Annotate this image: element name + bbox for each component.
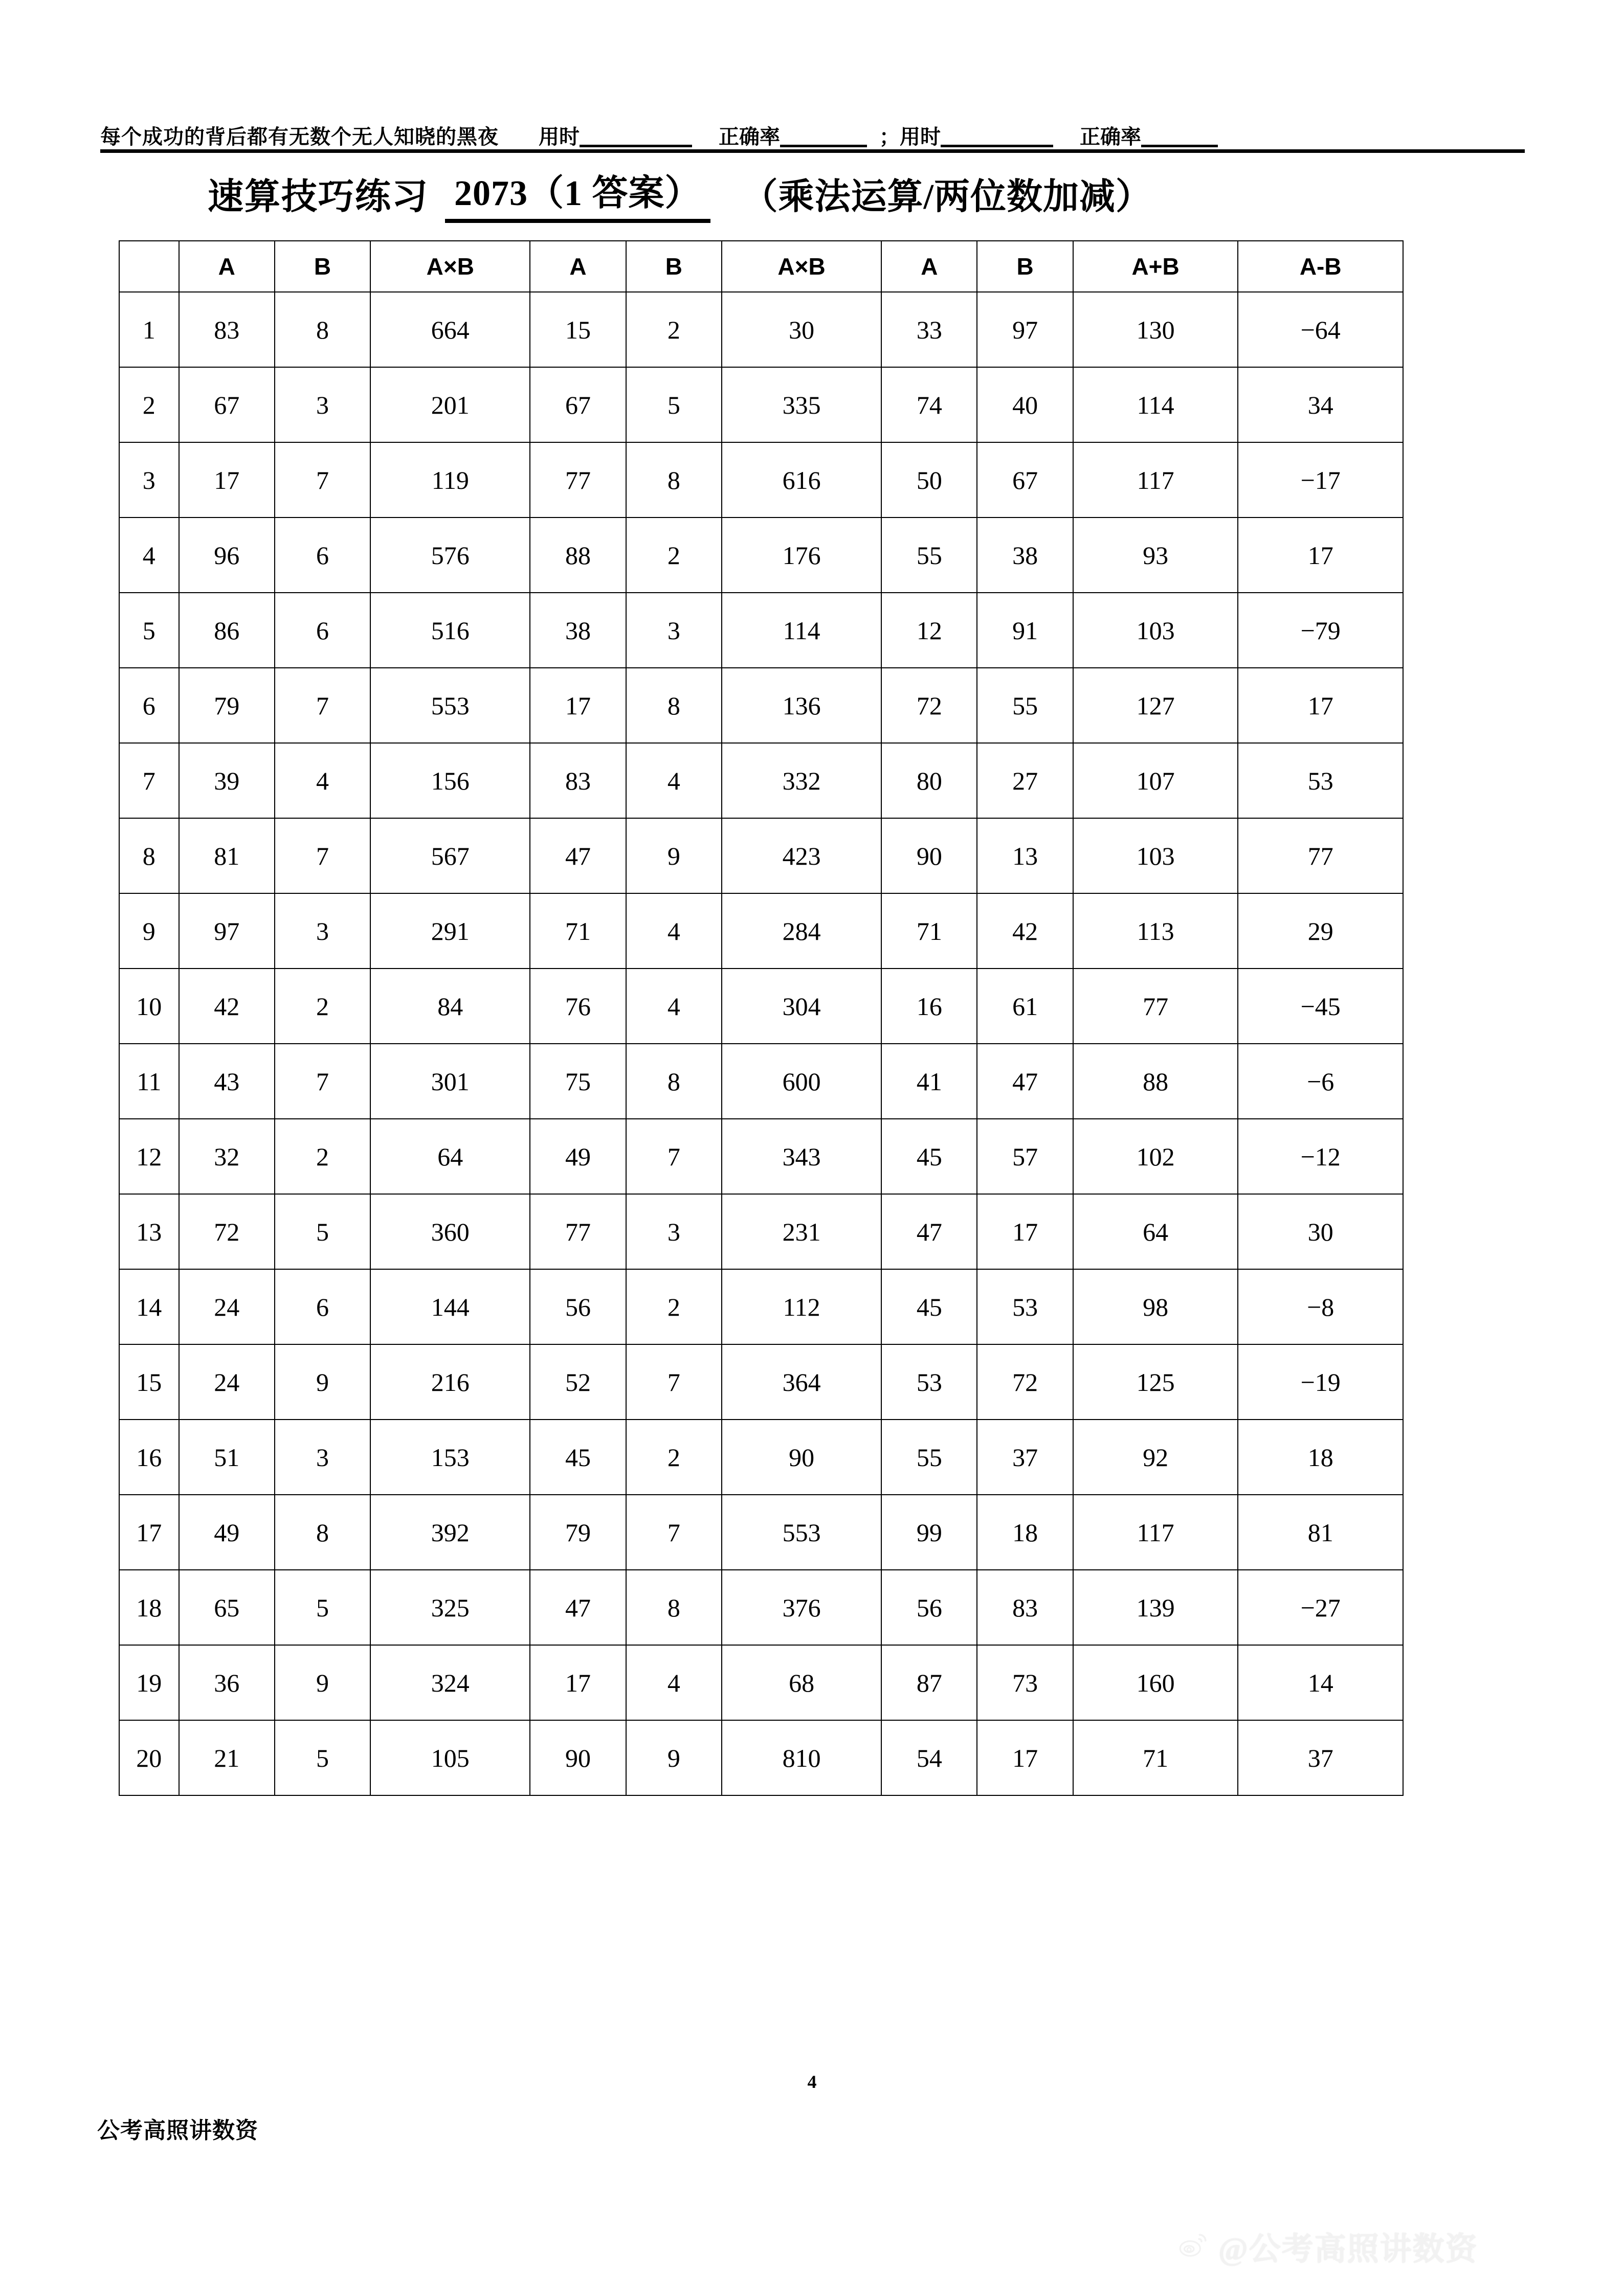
cell-b-2: 8 — [626, 1570, 722, 1645]
cell-product-1: 144 — [370, 1269, 530, 1344]
cell-sum: 114 — [1073, 367, 1238, 442]
cell-a-1: 65 — [179, 1570, 275, 1645]
cell-sum: 77 — [1073, 969, 1238, 1044]
cell-difference: −19 — [1238, 1344, 1403, 1420]
cell-product-2: 616 — [722, 442, 881, 517]
header-axb-2: A×B — [722, 241, 881, 292]
row-index: 18 — [119, 1570, 179, 1645]
cell-product-1: 84 — [370, 969, 530, 1044]
header-b-3: B — [977, 241, 1073, 292]
cell-b-1: 6 — [275, 517, 370, 593]
row-index: 19 — [119, 1645, 179, 1720]
cell-a-1: 96 — [179, 517, 275, 593]
page-number: 4 — [807, 2072, 817, 2092]
row-index: 16 — [119, 1420, 179, 1495]
cell-a-1: 81 — [179, 818, 275, 893]
page-title — [100, 163, 1532, 224]
cell-b-3: 67 — [977, 442, 1073, 517]
cell-product-2: 30 — [722, 292, 881, 367]
cell-a-1: 72 — [179, 1194, 275, 1269]
cell-difference: 14 — [1238, 1645, 1403, 1720]
cell-sum: 130 — [1073, 292, 1238, 367]
cell-product-1: 567 — [370, 818, 530, 893]
cell-sum: 125 — [1073, 1344, 1238, 1420]
cell-b-3: 55 — [977, 668, 1073, 743]
cell-a-3: 56 — [881, 1570, 977, 1645]
cell-difference: 34 — [1238, 367, 1403, 442]
cell-product-2: 600 — [722, 1044, 881, 1119]
cell-sum: 93 — [1073, 517, 1238, 593]
cell-b-2: 8 — [626, 1044, 722, 1119]
cell-product-1: 301 — [370, 1044, 530, 1119]
header-a-plus-b: A+B — [1073, 241, 1238, 292]
header-b-2: B — [626, 241, 722, 292]
cell-product-1: 392 — [370, 1495, 530, 1570]
cell-b-3: 17 — [977, 1720, 1073, 1795]
cell-product-2: 343 — [722, 1119, 881, 1194]
cell-a-3: 54 — [881, 1720, 977, 1795]
watermark — [1176, 2223, 1478, 2269]
cell-b-1: 4 — [275, 743, 370, 818]
header-index — [119, 241, 179, 292]
cell-a-3: 90 — [881, 818, 977, 893]
cell-a-2: 83 — [530, 743, 626, 818]
cell-product-2: 176 — [722, 517, 881, 593]
header-separator: ； — [879, 125, 900, 148]
cell-a-3: 55 — [881, 1420, 977, 1495]
table-row — [119, 1570, 1403, 1645]
cell-b-3: 38 — [977, 517, 1073, 593]
cell-product-2: 364 — [722, 1344, 881, 1420]
cell-difference: 17 — [1238, 517, 1403, 593]
cell-product-1: 576 — [370, 517, 530, 593]
cell-product-1: 153 — [370, 1420, 530, 1495]
cell-a-3: 47 — [881, 1194, 977, 1269]
cell-b-3: 72 — [977, 1344, 1073, 1420]
cell-b-2: 7 — [626, 1344, 722, 1420]
cell-product-2: 114 — [722, 593, 881, 668]
row-index: 7 — [119, 743, 179, 818]
cell-a-2: 67 — [530, 367, 626, 442]
cell-product-1: 201 — [370, 367, 530, 442]
cell-b-2: 5 — [626, 367, 722, 442]
cell-a-1: 32 — [179, 1119, 275, 1194]
time-blank-1[interactable] — [580, 127, 692, 147]
cell-b-1: 5 — [275, 1720, 370, 1795]
cell-a-2: 47 — [530, 1570, 626, 1645]
footer-brand: 公考高照讲数资 — [97, 2118, 258, 2143]
cell-a-2: 79 — [530, 1495, 626, 1570]
cell-difference: −17 — [1238, 442, 1403, 517]
cell-b-1: 8 — [275, 1495, 370, 1570]
accuracy-blank-2[interactable] — [1141, 127, 1218, 147]
cell-b-2: 4 — [626, 1645, 722, 1720]
header-divider-rule — [100, 149, 1525, 153]
cell-product-1: 119 — [370, 442, 530, 517]
cell-b-2: 3 — [626, 593, 722, 668]
cell-sum: 98 — [1073, 1269, 1238, 1344]
title-code-text: 2073（1 答案） — [445, 164, 710, 223]
cell-product-1: 156 — [370, 743, 530, 818]
cell-b-1: 6 — [275, 1269, 370, 1344]
cell-a-3: 16 — [881, 969, 977, 1044]
cell-product-2: 335 — [722, 367, 881, 442]
row-index: 8 — [119, 818, 179, 893]
cell-a-1: 36 — [179, 1645, 275, 1720]
page-header — [100, 108, 1532, 147]
cell-sum: 107 — [1073, 743, 1238, 818]
table-row — [119, 1344, 1403, 1420]
cell-a-1: 51 — [179, 1420, 275, 1495]
cell-b-3: 18 — [977, 1495, 1073, 1570]
header-a-minus-b: A-B — [1238, 241, 1403, 292]
cell-a-3: 45 — [881, 1119, 977, 1194]
cell-sum: 117 — [1073, 442, 1238, 517]
cell-difference: −12 — [1238, 1119, 1403, 1194]
cell-difference: −8 — [1238, 1269, 1403, 1344]
cell-difference: 30 — [1238, 1194, 1403, 1269]
cell-difference: 18 — [1238, 1420, 1403, 1495]
cell-difference: −6 — [1238, 1044, 1403, 1119]
row-index: 5 — [119, 593, 179, 668]
table-row — [119, 517, 1403, 593]
cell-product-1: 664 — [370, 292, 530, 367]
cell-b-3: 73 — [977, 1645, 1073, 1720]
cell-product-2: 304 — [722, 969, 881, 1044]
cell-b-3: 27 — [977, 743, 1073, 818]
cell-b-1: 6 — [275, 593, 370, 668]
cell-b-1: 5 — [275, 1194, 370, 1269]
row-index: 4 — [119, 517, 179, 593]
table-row — [119, 292, 1403, 367]
cell-b-1: 2 — [275, 1119, 370, 1194]
table-row — [119, 1194, 1403, 1269]
cell-b-2: 2 — [626, 1269, 722, 1344]
cell-b-2: 4 — [626, 743, 722, 818]
cell-b-2: 9 — [626, 1720, 722, 1795]
cell-sum: 117 — [1073, 1495, 1238, 1570]
cell-a-2: 88 — [530, 517, 626, 593]
cell-b-3: 57 — [977, 1119, 1073, 1194]
cell-a-3: 72 — [881, 668, 977, 743]
row-index: 2 — [119, 367, 179, 442]
table-row — [119, 1720, 1403, 1795]
cell-product-2: 553 — [722, 1495, 881, 1570]
cell-product-1: 553 — [370, 668, 530, 743]
cell-product-1: 360 — [370, 1194, 530, 1269]
practice-table-container — [119, 240, 1404, 1796]
cell-a-1: 49 — [179, 1495, 275, 1570]
header-axb-1: A×B — [370, 241, 530, 292]
cell-a-3: 45 — [881, 1269, 977, 1344]
cell-product-2: 90 — [722, 1420, 881, 1495]
cell-product-2: 68 — [722, 1645, 881, 1720]
cell-difference: −45 — [1238, 969, 1403, 1044]
table-row — [119, 1495, 1403, 1570]
cell-b-3: 53 — [977, 1269, 1073, 1344]
cell-product-2: 376 — [722, 1570, 881, 1645]
cell-sum: 102 — [1073, 1119, 1238, 1194]
cell-product-2: 810 — [722, 1720, 881, 1795]
cell-b-2: 2 — [626, 1420, 722, 1495]
table-row — [119, 893, 1403, 969]
cell-a-3: 55 — [881, 517, 977, 593]
cell-sum: 71 — [1073, 1720, 1238, 1795]
accuracy-label-2: 正确率 — [1080, 125, 1141, 148]
cell-sum: 103 — [1073, 818, 1238, 893]
cell-b-2: 9 — [626, 818, 722, 893]
cell-b-3: 83 — [977, 1570, 1073, 1645]
row-index: 11 — [119, 1044, 179, 1119]
cell-b-3: 91 — [977, 593, 1073, 668]
header-a-2: A — [530, 241, 626, 292]
cell-a-2: 45 — [530, 1420, 626, 1495]
row-index: 14 — [119, 1269, 179, 1344]
cell-a-1: 39 — [179, 743, 275, 818]
cell-a-3: 33 — [881, 292, 977, 367]
cell-b-3: 37 — [977, 1420, 1073, 1495]
cell-a-3: 71 — [881, 893, 977, 969]
cell-a-1: 83 — [179, 292, 275, 367]
row-index: 9 — [119, 893, 179, 969]
cell-b-1: 9 — [275, 1344, 370, 1420]
table-row — [119, 818, 1403, 893]
row-index: 20 — [119, 1720, 179, 1795]
cell-b-1: 3 — [275, 367, 370, 442]
title-main-text: 速算技巧练习 — [208, 177, 429, 217]
cell-product-1: 324 — [370, 1645, 530, 1720]
cell-b-2: 2 — [626, 292, 722, 367]
cell-product-2: 231 — [722, 1194, 881, 1269]
table-row — [119, 1645, 1403, 1720]
cell-b-3: 47 — [977, 1044, 1073, 1119]
cell-a-1: 21 — [179, 1720, 275, 1795]
cell-sum: 160 — [1073, 1645, 1238, 1720]
cell-difference: 81 — [1238, 1495, 1403, 1570]
table-row — [119, 668, 1403, 743]
cell-product-1: 216 — [370, 1344, 530, 1420]
cell-sum: 127 — [1073, 668, 1238, 743]
cell-difference: −79 — [1238, 593, 1403, 668]
table-row — [119, 1119, 1403, 1194]
cell-a-1: 17 — [179, 442, 275, 517]
row-index: 13 — [119, 1194, 179, 1269]
cell-b-1: 7 — [275, 668, 370, 743]
cell-product-2: 136 — [722, 668, 881, 743]
cell-a-3: 53 — [881, 1344, 977, 1420]
cell-a-1: 79 — [179, 668, 275, 743]
cell-b-2: 2 — [626, 517, 722, 593]
time-label-1: 用时 — [539, 125, 580, 148]
cell-b-2: 3 — [626, 1194, 722, 1269]
cell-b-1: 7 — [275, 1044, 370, 1119]
row-index: 17 — [119, 1495, 179, 1570]
table-row — [119, 442, 1403, 517]
header-b-1: B — [275, 241, 370, 292]
title-subtitle-text: （乘法运算/两位数加减） — [742, 177, 1152, 217]
table-row — [119, 593, 1403, 668]
accuracy-blank-1[interactable] — [780, 127, 867, 147]
cell-product-1: 516 — [370, 593, 530, 668]
cell-sum: 88 — [1073, 1044, 1238, 1119]
cell-a-2: 77 — [530, 1194, 626, 1269]
weibo-logo-icon — [1176, 2230, 1210, 2263]
cell-difference: −64 — [1238, 292, 1403, 367]
cell-sum: 64 — [1073, 1194, 1238, 1269]
row-index: 1 — [119, 292, 179, 367]
table-row — [119, 1269, 1403, 1344]
cell-difference: 17 — [1238, 668, 1403, 743]
cell-a-2: 90 — [530, 1720, 626, 1795]
cell-product-1: 325 — [370, 1570, 530, 1645]
cell-a-1: 42 — [179, 969, 275, 1044]
cell-difference: −27 — [1238, 1570, 1403, 1645]
cell-b-2: 8 — [626, 442, 722, 517]
cell-b-1: 3 — [275, 893, 370, 969]
row-index: 3 — [119, 442, 179, 517]
cell-product-2: 112 — [722, 1269, 881, 1344]
cell-a-1: 24 — [179, 1344, 275, 1420]
cell-a-2: 15 — [530, 292, 626, 367]
table-row — [119, 367, 1403, 442]
cell-b-2: 8 — [626, 668, 722, 743]
cell-a-2: 38 — [530, 593, 626, 668]
cell-product-1: 64 — [370, 1119, 530, 1194]
cell-a-2: 56 — [530, 1269, 626, 1344]
cell-a-2: 49 — [530, 1119, 626, 1194]
cell-a-2: 75 — [530, 1044, 626, 1119]
cell-b-2: 7 — [626, 1119, 722, 1194]
table-row — [119, 1420, 1403, 1495]
cell-a-1: 67 — [179, 367, 275, 442]
cell-difference: 77 — [1238, 818, 1403, 893]
row-index: 15 — [119, 1344, 179, 1420]
motto-text: 每个成功的背后都有无数个无人知晓的黑夜 — [100, 125, 499, 148]
cell-b-3: 40 — [977, 367, 1073, 442]
cell-product-2: 423 — [722, 818, 881, 893]
cell-a-1: 24 — [179, 1269, 275, 1344]
cell-b-1: 2 — [275, 969, 370, 1044]
table-row — [119, 969, 1403, 1044]
cell-b-2: 4 — [626, 969, 722, 1044]
cell-b-3: 61 — [977, 969, 1073, 1044]
cell-b-1: 7 — [275, 818, 370, 893]
cell-a-2: 76 — [530, 969, 626, 1044]
cell-b-3: 17 — [977, 1194, 1073, 1269]
table-row — [119, 743, 1403, 818]
cell-a-3: 87 — [881, 1645, 977, 1720]
cell-b-1: 3 — [275, 1420, 370, 1495]
row-index: 6 — [119, 668, 179, 743]
cell-a-3: 12 — [881, 593, 977, 668]
cell-a-3: 41 — [881, 1044, 977, 1119]
time-blank-2[interactable] — [941, 127, 1053, 147]
table-body — [119, 292, 1403, 1795]
row-index: 12 — [119, 1119, 179, 1194]
cell-b-2: 7 — [626, 1495, 722, 1570]
cell-b-1: 5 — [275, 1570, 370, 1645]
cell-a-2: 52 — [530, 1344, 626, 1420]
cell-sum: 92 — [1073, 1420, 1238, 1495]
cell-product-2: 332 — [722, 743, 881, 818]
cell-difference: 53 — [1238, 743, 1403, 818]
practice-table — [119, 240, 1404, 1796]
time-label-2: 用时 — [900, 125, 941, 148]
cell-product-2: 284 — [722, 893, 881, 969]
watermark-handle: @公考高照讲数资 — [1218, 2232, 1478, 2267]
cell-b-1: 7 — [275, 442, 370, 517]
cell-a-3: 99 — [881, 1495, 977, 1570]
cell-a-2: 77 — [530, 442, 626, 517]
cell-difference: 37 — [1238, 1720, 1403, 1795]
cell-product-1: 291 — [370, 893, 530, 969]
cell-b-2: 4 — [626, 893, 722, 969]
cell-a-1: 86 — [179, 593, 275, 668]
cell-b-1: 9 — [275, 1645, 370, 1720]
cell-sum: 139 — [1073, 1570, 1238, 1645]
cell-a-3: 80 — [881, 743, 977, 818]
cell-a-2: 17 — [530, 668, 626, 743]
cell-difference: 29 — [1238, 893, 1403, 969]
cell-a-2: 71 — [530, 893, 626, 969]
row-index: 10 — [119, 969, 179, 1044]
cell-a-2: 47 — [530, 818, 626, 893]
cell-a-3: 74 — [881, 367, 977, 442]
cell-a-2: 17 — [530, 1645, 626, 1720]
header-a-1: A — [179, 241, 275, 292]
cell-b-3: 42 — [977, 893, 1073, 969]
cell-a-3: 50 — [881, 442, 977, 517]
cell-sum: 113 — [1073, 893, 1238, 969]
cell-b-3: 97 — [977, 292, 1073, 367]
cell-product-1: 105 — [370, 1720, 530, 1795]
cell-a-1: 97 — [179, 893, 275, 969]
header-a-3: A — [881, 241, 977, 292]
accuracy-label-1: 正确率 — [719, 125, 780, 148]
cell-a-1: 43 — [179, 1044, 275, 1119]
cell-b-3: 13 — [977, 818, 1073, 893]
cell-sum: 103 — [1073, 593, 1238, 668]
table-header-row — [119, 241, 1403, 292]
cell-b-1: 8 — [275, 292, 370, 367]
table-row — [119, 1044, 1403, 1119]
